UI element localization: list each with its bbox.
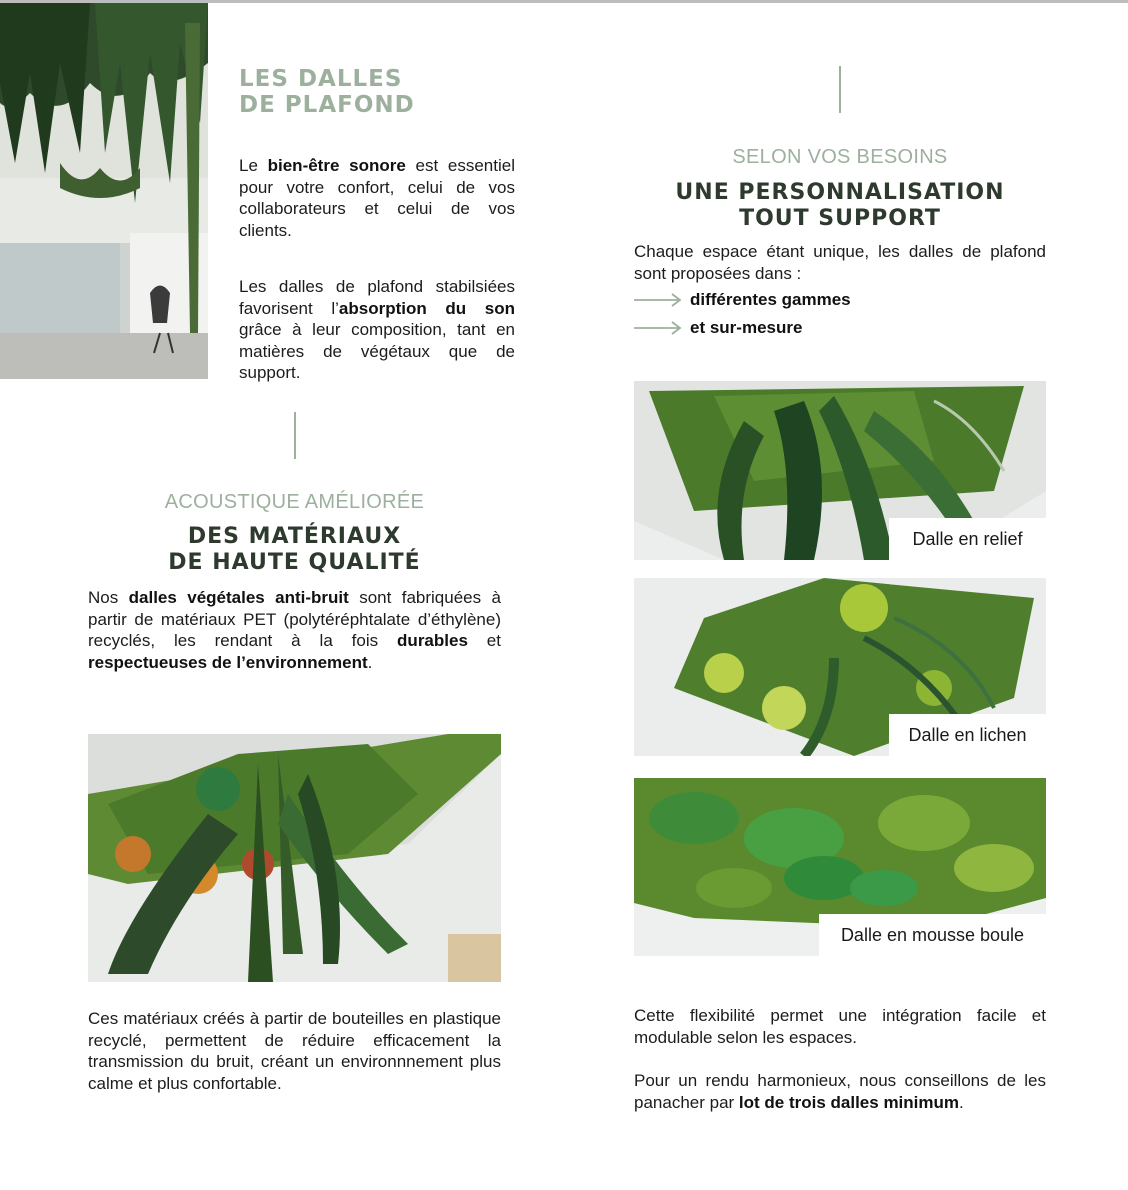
arrow-right-icon (634, 293, 682, 307)
text-run: Pour un rendu harmonieux, nous conseillons de les panacher par (634, 1071, 1046, 1112)
text-run: Les dalles de plafond stabilsiées favorisent l’ (239, 277, 515, 318)
customization-intro: Chaque espace étant unique, les dalles de plafond sont proposées dans : (634, 242, 1046, 283)
text-run: sont fabriquées à partir de matériaux PET (polytéréphtalate d’éthylène) recyclés, les rendant à la fois (88, 588, 501, 651)
bullet-item (634, 318, 802, 338)
relief-caption: Dalle en relief (889, 518, 1046, 560)
heading-line-1: UNE PERSONNALISATION (675, 180, 1005, 205)
arrow-right-icon (634, 321, 682, 335)
absorption-paragraph (239, 276, 515, 384)
text-run: Nos (88, 588, 129, 607)
bold-run: bien-être sonore (267, 156, 406, 175)
right-heading (634, 180, 1046, 232)
recommendation-paragraph (634, 1070, 1046, 1113)
title-line-2: DE PLAFOND (239, 92, 415, 118)
left-kicker: ACOUSTIQUE AMÉLIORÉE (164, 491, 425, 513)
lichen-caption: Dalle en lichen (889, 714, 1046, 756)
left-heading (88, 524, 501, 576)
text-run: Le (239, 156, 268, 175)
text-run: . (367, 652, 373, 672)
intro-paragraph (239, 155, 515, 241)
moss-ball-caption: Dalle en mousse boule (819, 914, 1046, 956)
text-run: et (467, 631, 501, 651)
heading-line-1: DES MATÉRIAUX (187, 524, 402, 549)
right-divider-line (839, 66, 841, 113)
title-line-1: LES DALLES (239, 66, 403, 92)
heading-line-2: DE HAUTE QUALITÉ (168, 550, 421, 575)
recycled-paragraph: Ces matériaux créés à partir de bouteilles en plastique recyclé, permettent de réduire efficacement la transmission du bruit, créant un environnnement plus calme et plus confortable. (88, 1009, 501, 1093)
bold-run: dalles végétales anti-bruit (128, 588, 349, 607)
bold-run: respectueuses de l’environnement (88, 652, 368, 672)
bold-run: lot de trois dalles minimum (738, 1092, 960, 1112)
materials-paragraph (88, 587, 501, 673)
flexibility-paragraph: Cette flexibilité permet une intégration facile et modulable selon les espaces. (634, 1006, 1046, 1047)
bullet-label: différentes gammes (690, 290, 851, 309)
ceiling-tile-flowers-photo (88, 734, 501, 982)
left-divider-line (294, 412, 296, 459)
section-title (239, 66, 415, 118)
heading-line-2: TOUT SUPPORT (739, 206, 941, 231)
bullet-item (634, 290, 851, 310)
text-run: grâce à leur composition, tant en matières de végétaux que de support. (239, 320, 515, 383)
bold-run: durables (397, 631, 468, 651)
text-run: est essentiel pour votre confort, celui de vos collaborateurs et celui de vos clients. (239, 156, 515, 240)
right-kicker: SELON VOS BESOINS (732, 146, 948, 168)
hanging-plants-interior-photo (0, 3, 208, 379)
bold-run: absorption du son (338, 298, 515, 318)
bullet-label: et sur-mesure (690, 318, 803, 337)
text-run: . (959, 1092, 964, 1112)
